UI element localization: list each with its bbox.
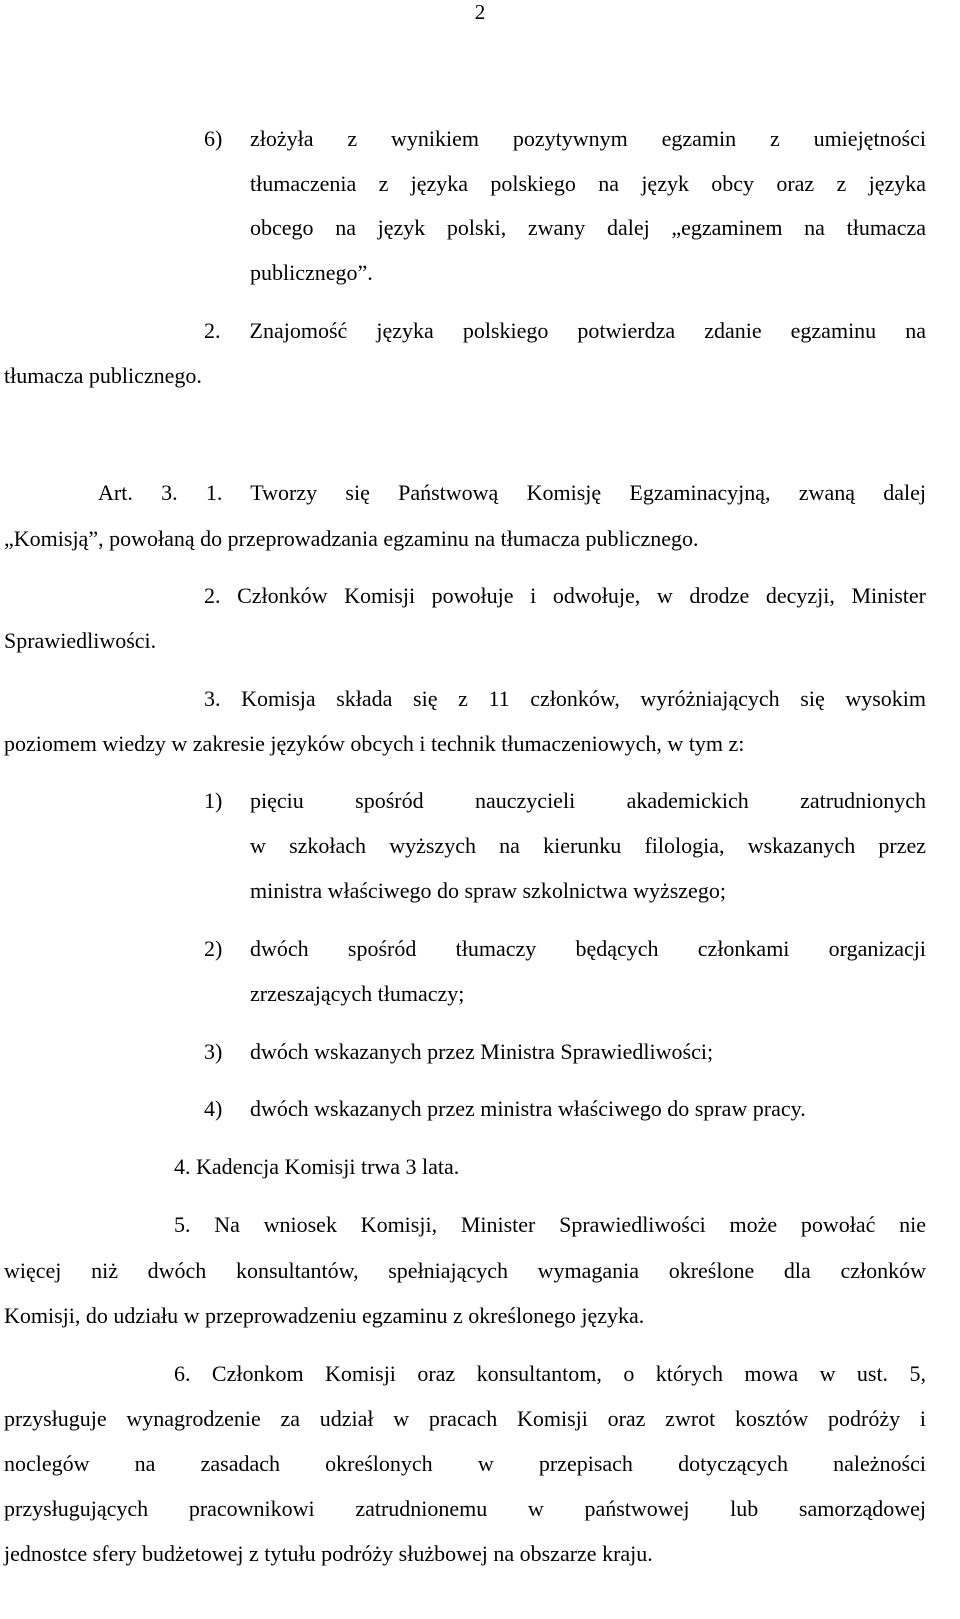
text-line: dwóch wskazanych przez Ministra Sprawiedliwości; (250, 1039, 714, 1064)
text-line: przysługuje wynagrodzenie za udział w pracach Komisji oraz zwrot kosztów podróży i (4, 1406, 926, 1431)
text-line: 2. Znajomość języka polskiego potwierdza zdanie egzaminu na (204, 318, 926, 343)
text-line: tłumaczenia z języka polskiego na język obcy oraz z języka (250, 171, 926, 196)
text-line: tłumacza publicznego. (4, 363, 202, 388)
text-line: 2. Członków Komisji powołuje i odwołuje, w drodze decyzji, Minister (204, 583, 926, 608)
page-number: 2 (474, 0, 486, 24)
article-heading-line: Art. 3. 1. Tworzy się Państwową Komisję Egzaminacyjną, zwaną dalej (98, 480, 926, 505)
text-line: publicznego”. (250, 260, 373, 285)
text-line: dwóch wskazanych przez ministra właściwego do spraw pracy. (250, 1096, 806, 1121)
text-line: przysługujących pracownikowi zatrudnionemu w państwowej lub samorządowej (4, 1496, 926, 1521)
text-line: ministra właściwego do spraw szkolnictwa wyższego; (250, 878, 726, 903)
text-line: obcego na język polski, zwany dalej „egzaminem na tłumacza (250, 215, 926, 240)
text-line: zrzeszających tłumaczy; (250, 981, 465, 1006)
text-line: poziomem wiedzy w zakresie języków obcych i technik tłumaczeniowych, w tym z: (4, 731, 745, 756)
text-line: 3. Komisja składa się z 11 członków, wyróżniających się wysokim (204, 686, 926, 711)
list-marker: 3) (204, 1039, 223, 1064)
list-marker: 4) (204, 1096, 223, 1121)
text-line: 4. Kadencja Komisji trwa 3 lata. (174, 1154, 460, 1179)
text-line: Komisji, do udziału w przeprowadzeniu egzaminu z określonego języka. (4, 1303, 645, 1328)
text-line: dwóch spośród tłumaczy będących członkami organizacji (250, 936, 926, 961)
text-line: „Komisją”, powołaną do przeprowadzania egzaminu na tłumacza publicznego. (4, 526, 699, 551)
text-line: jednostce sfery budżetowej z tytułu podróży służbowej na obszarze kraju. (4, 1541, 653, 1566)
text-line: 6. Członkom Komisji oraz konsultantom, o których mowa w ust. 5, (174, 1361, 926, 1386)
text-line: noclegów na zasadach określonych w przepisach dotyczących należności (4, 1451, 926, 1476)
list-marker: 6) (204, 126, 223, 151)
text-line: Sprawiedliwości. (4, 628, 157, 653)
text-line: w szkołach wyższych na kierunku filologia, wskazanych przez (250, 833, 926, 858)
text-line: złożyła z wynikiem pozytywnym egzamin z umiejętności (250, 126, 926, 151)
text-line: więcej niż dwóch konsultantów, spełniających wymagania określone dla członków (4, 1258, 926, 1283)
text-line: 5. Na wniosek Komisji, Minister Sprawiedliwości może powołać nie (174, 1212, 926, 1237)
list-marker: 1) (204, 788, 223, 813)
list-marker: 2) (204, 936, 223, 961)
text-line: pięciu spośród nauczycieli akademickich zatrudnionych (250, 788, 926, 813)
